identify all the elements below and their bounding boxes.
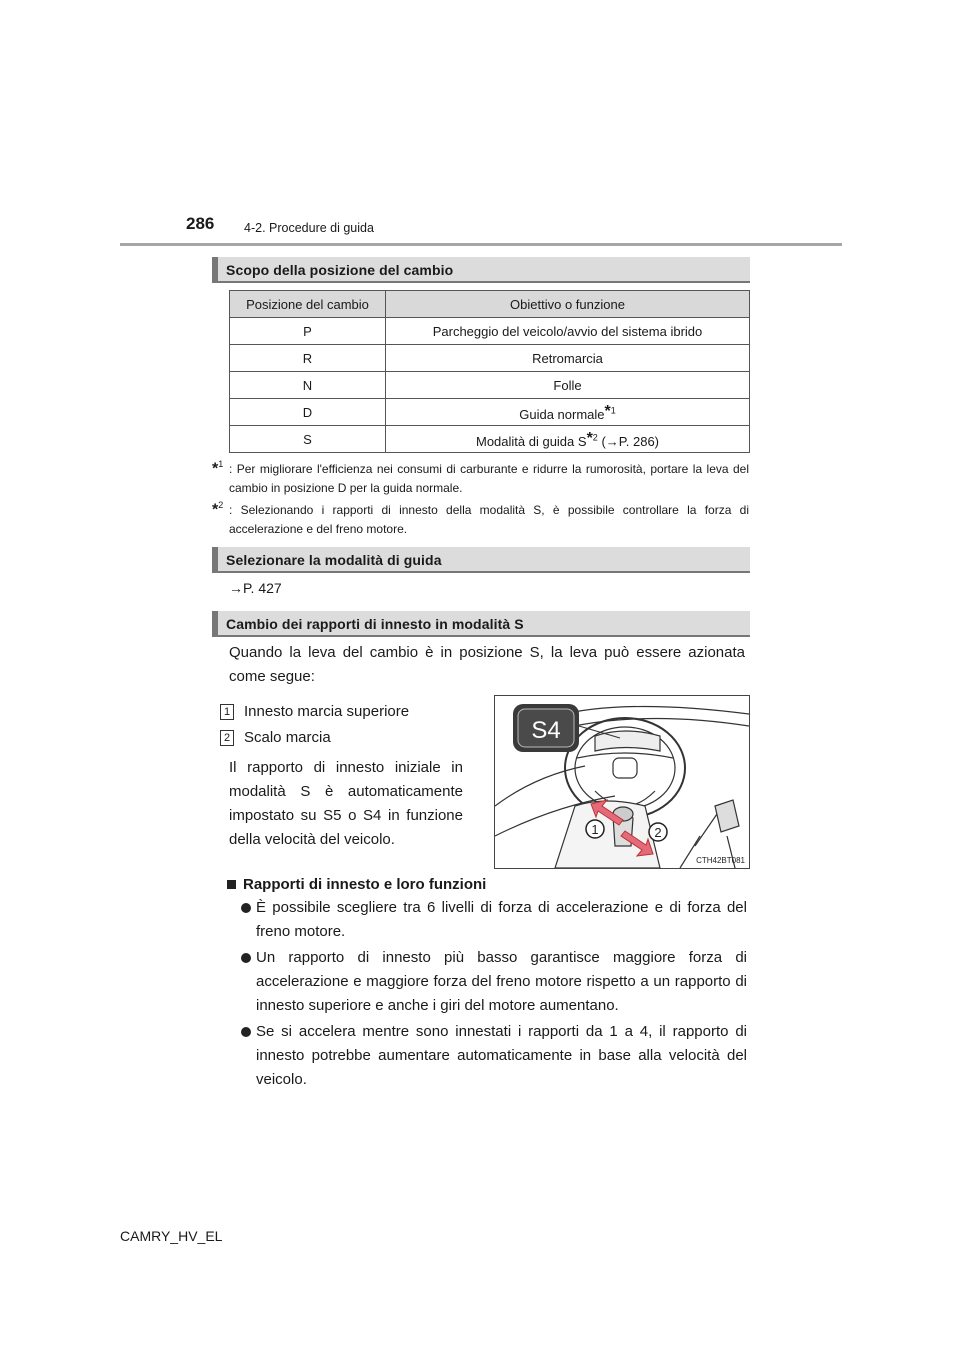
figure-callout-2: 2 bbox=[654, 825, 662, 840]
figure-code: CTH42BT081 bbox=[696, 856, 745, 865]
footnote bbox=[212, 501, 752, 541]
page-reference: (→P. 286) bbox=[601, 433, 660, 449]
bullet-dot-icon bbox=[241, 953, 251, 963]
footnote-text: : Selezionando i rapporti di innesto della modalità S, è possibile controllare la forza di accelerazione e del freno motore. bbox=[229, 503, 749, 536]
figure-callout-1: 1 bbox=[591, 822, 599, 837]
table-header-cell: Obiettivo o funzione bbox=[386, 291, 750, 318]
footnote-number: 1 bbox=[610, 405, 616, 416]
function-text: Modalità di guida S bbox=[475, 433, 587, 449]
shift-position-table bbox=[229, 290, 750, 453]
square-bullet-icon bbox=[227, 880, 236, 889]
section-header-s-mode bbox=[212, 611, 750, 637]
header-rule bbox=[120, 243, 842, 246]
downshift-label: Scalo marcia bbox=[244, 729, 331, 746]
bullet-dot-icon bbox=[241, 903, 251, 913]
shift-paddle-illustration bbox=[494, 695, 750, 869]
table-header-cell: Posizione del cambio bbox=[230, 291, 386, 318]
table-cell-function: Folle bbox=[386, 372, 750, 399]
illustration-drawing bbox=[495, 696, 749, 868]
bullet-text: È possibile scegliere tra 6 livelli di forza di accelerazione e di forza del freno motore. bbox=[256, 899, 747, 940]
table-row bbox=[230, 372, 750, 399]
footnote bbox=[212, 460, 752, 500]
bullet-text: Un rapporto di innesto più basso garantisce maggiore forza di accelerazione e maggiore forza del freno motore rispetto a un rapporto di innesto superiore e anche i giri del motore aumentano. bbox=[256, 949, 747, 1014]
footnote-text: : Per migliorare l'efficienza nei consumi di carburante e ridurre la rumorosità, portare la leva del cambio in posizione D per la guida normale. bbox=[229, 462, 749, 495]
footnote-star: * bbox=[586, 429, 593, 447]
table-row bbox=[230, 399, 750, 426]
footer-model-code: CAMRY_HV_EL bbox=[120, 1228, 223, 1244]
bullet-text: Se si accelera mentre sono innestati i rapporti da 1 a 4, il rapporto di innesto potrebbe aumentare automaticamente in base alla velocità del veicolo. bbox=[256, 1023, 747, 1088]
table-cell-function: Retromarcia bbox=[386, 345, 750, 372]
footnote-marker: *$^2$ bbox=[212, 500, 224, 519]
section-header-shift-position bbox=[212, 257, 750, 283]
section-title: Selezionare la modalità di guida bbox=[226, 552, 442, 568]
table-cell-position: S bbox=[230, 426, 386, 453]
callout-number-1: 1 bbox=[220, 704, 234, 720]
callout-number-2: 2 bbox=[220, 730, 234, 746]
table-cell-position: N bbox=[230, 372, 386, 399]
table-row bbox=[230, 318, 750, 345]
table-cell-function bbox=[386, 426, 750, 453]
function-text: Guida normale bbox=[519, 406, 605, 422]
footnote-star: * bbox=[604, 402, 611, 420]
page-number: 286 bbox=[186, 214, 215, 233]
table-cell-position: D bbox=[230, 399, 386, 426]
chapter-title: 4-2. Procedure di guida bbox=[244, 221, 374, 235]
table-cell-function: Parcheggio del veicolo/avvio del sistema ibrido bbox=[386, 318, 750, 345]
description-paragraph: Il rapporto di innesto iniziale in modalità S è automaticamente impostato su S5 o S4 in funzione della velocità del veicolo. bbox=[229, 759, 463, 848]
footnote-marker: *$^1$ bbox=[212, 459, 224, 478]
section-header-drive-mode bbox=[212, 547, 750, 573]
upshift-label: Innesto marcia superiore bbox=[244, 703, 410, 720]
bullet-dot-icon bbox=[241, 1027, 251, 1037]
section-title: Cambio dei rapporti di innesto in modalità S bbox=[226, 616, 524, 632]
table-header-row bbox=[230, 291, 750, 318]
page-reference-link[interactable]: →P. 427 bbox=[229, 580, 282, 596]
footnote-number: 2 bbox=[592, 432, 598, 443]
table-cell-position: P bbox=[230, 318, 386, 345]
table-row bbox=[230, 345, 750, 372]
section-title: Scopo della posizione del cambio bbox=[226, 262, 454, 278]
table-row bbox=[230, 426, 750, 453]
intro-paragraph: Quando la leva del cambio è in posizione S, la leva può essere azionata come segue: bbox=[229, 644, 745, 685]
table-cell-function bbox=[386, 399, 750, 426]
table-cell-position: R bbox=[230, 345, 386, 372]
subsection-title: Rapporti di innesto e loro funzioni bbox=[243, 876, 487, 893]
gear-display-text: S4 bbox=[531, 717, 561, 744]
